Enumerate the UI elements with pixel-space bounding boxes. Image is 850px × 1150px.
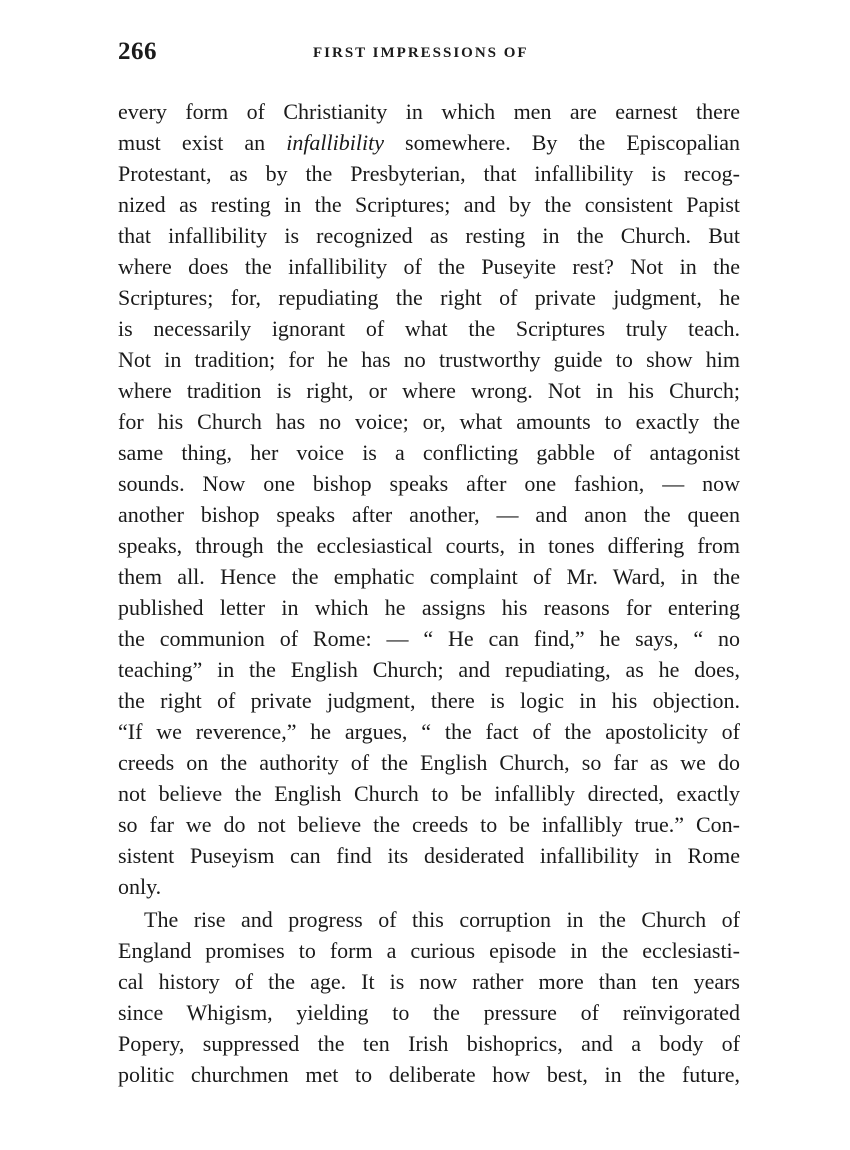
text-line: cal history of the age. It is now rather more than ten years — [118, 969, 740, 994]
text-line: Not in tradition; for he has no trustworthy guide to show him — [118, 347, 740, 372]
text-line: is necessarily ignorant of what the Scriptures truly teach. — [118, 316, 740, 341]
page-number: 266 — [118, 38, 157, 65]
text-line: Popery, suppressed the ten Irish bishoprics, and a body of — [118, 1031, 740, 1056]
text-line: “If we reverence,” he argues, “ the fact of the apostolicity of — [118, 719, 740, 744]
text-line: the right of private judgment, there is logic in his objection. — [118, 688, 740, 713]
text-line: where does the infallibility of the Puseyite rest? Not in the — [118, 254, 740, 279]
text-fragment: somewhere. By the Episcopalian — [383, 130, 740, 155]
text-line: Scriptures; for, repudiating the right of private judgment, he — [118, 285, 740, 310]
paragraph-1 — [118, 96, 740, 902]
text-line: sistent Puseyism can find its desiderated infallibility in Rome — [118, 843, 740, 868]
text-line: England promises to form a curious episode in the ecclesiasti- — [118, 938, 740, 963]
text-fragment: must exist an — [118, 130, 287, 155]
italic-word: infallibility — [286, 130, 384, 155]
body-text — [118, 96, 740, 1090]
text-line: another bishop speaks after another, — and anon the queen — [118, 502, 740, 527]
text-line: them all. Hence the emphatic complaint of Mr. Ward, in the — [118, 564, 740, 589]
text-line: for his Church has no voice; or, what amounts to exactly the — [118, 409, 740, 434]
text-line: not believe the English Church to be infallibly directed, exactly — [118, 781, 740, 806]
text-line: since Whigism, yielding to the pressure of reïnvigorated — [118, 1000, 740, 1025]
text-line: teaching” in the English Church; and repudiating, as he does, — [118, 657, 740, 682]
running-head — [118, 38, 738, 74]
text-line: only. — [118, 874, 162, 899]
text-line: every form of Christianity in which men are earnest there — [118, 99, 740, 124]
text-line: so far we do not believe the creeds to be infallibly true.” Con- — [118, 812, 740, 837]
text-line: the communion of Rome: — “ He can find,” he says, “ no — [118, 626, 740, 651]
text-line: speaks, through the ecclesiastical courts, in tones differing from — [118, 533, 740, 558]
text-line: where tradition is right, or where wrong. Not in his Church; — [118, 378, 740, 403]
text-line: published letter in which he assigns his reasons for entering — [118, 595, 740, 620]
text-line: that infallibility is recognized as resting in the Church. But — [118, 223, 740, 248]
text-line: The rise and progress of this corruption in the Church of — [144, 907, 740, 932]
text-line: sounds. Now one bishop speaks after one fashion, — now — [118, 471, 740, 496]
running-title: FIRST IMPRESSIONS OF — [313, 45, 529, 61]
text-line: same thing, her voice is a conflicting gabble of antagonist — [118, 440, 740, 465]
text-line: Protestant, as by the Presbyterian, that infallibility is recog- — [118, 161, 740, 186]
text-line: creeds on the authority of the English Church, so far as we do — [118, 750, 740, 775]
text-line — [118, 127, 740, 158]
paragraph-2 — [118, 904, 740, 1090]
text-line: nized as resting in the Scriptures; and by the consistent Papist — [118, 192, 740, 217]
text-line: politic churchmen met to deliberate how best, in the future, — [118, 1062, 740, 1087]
